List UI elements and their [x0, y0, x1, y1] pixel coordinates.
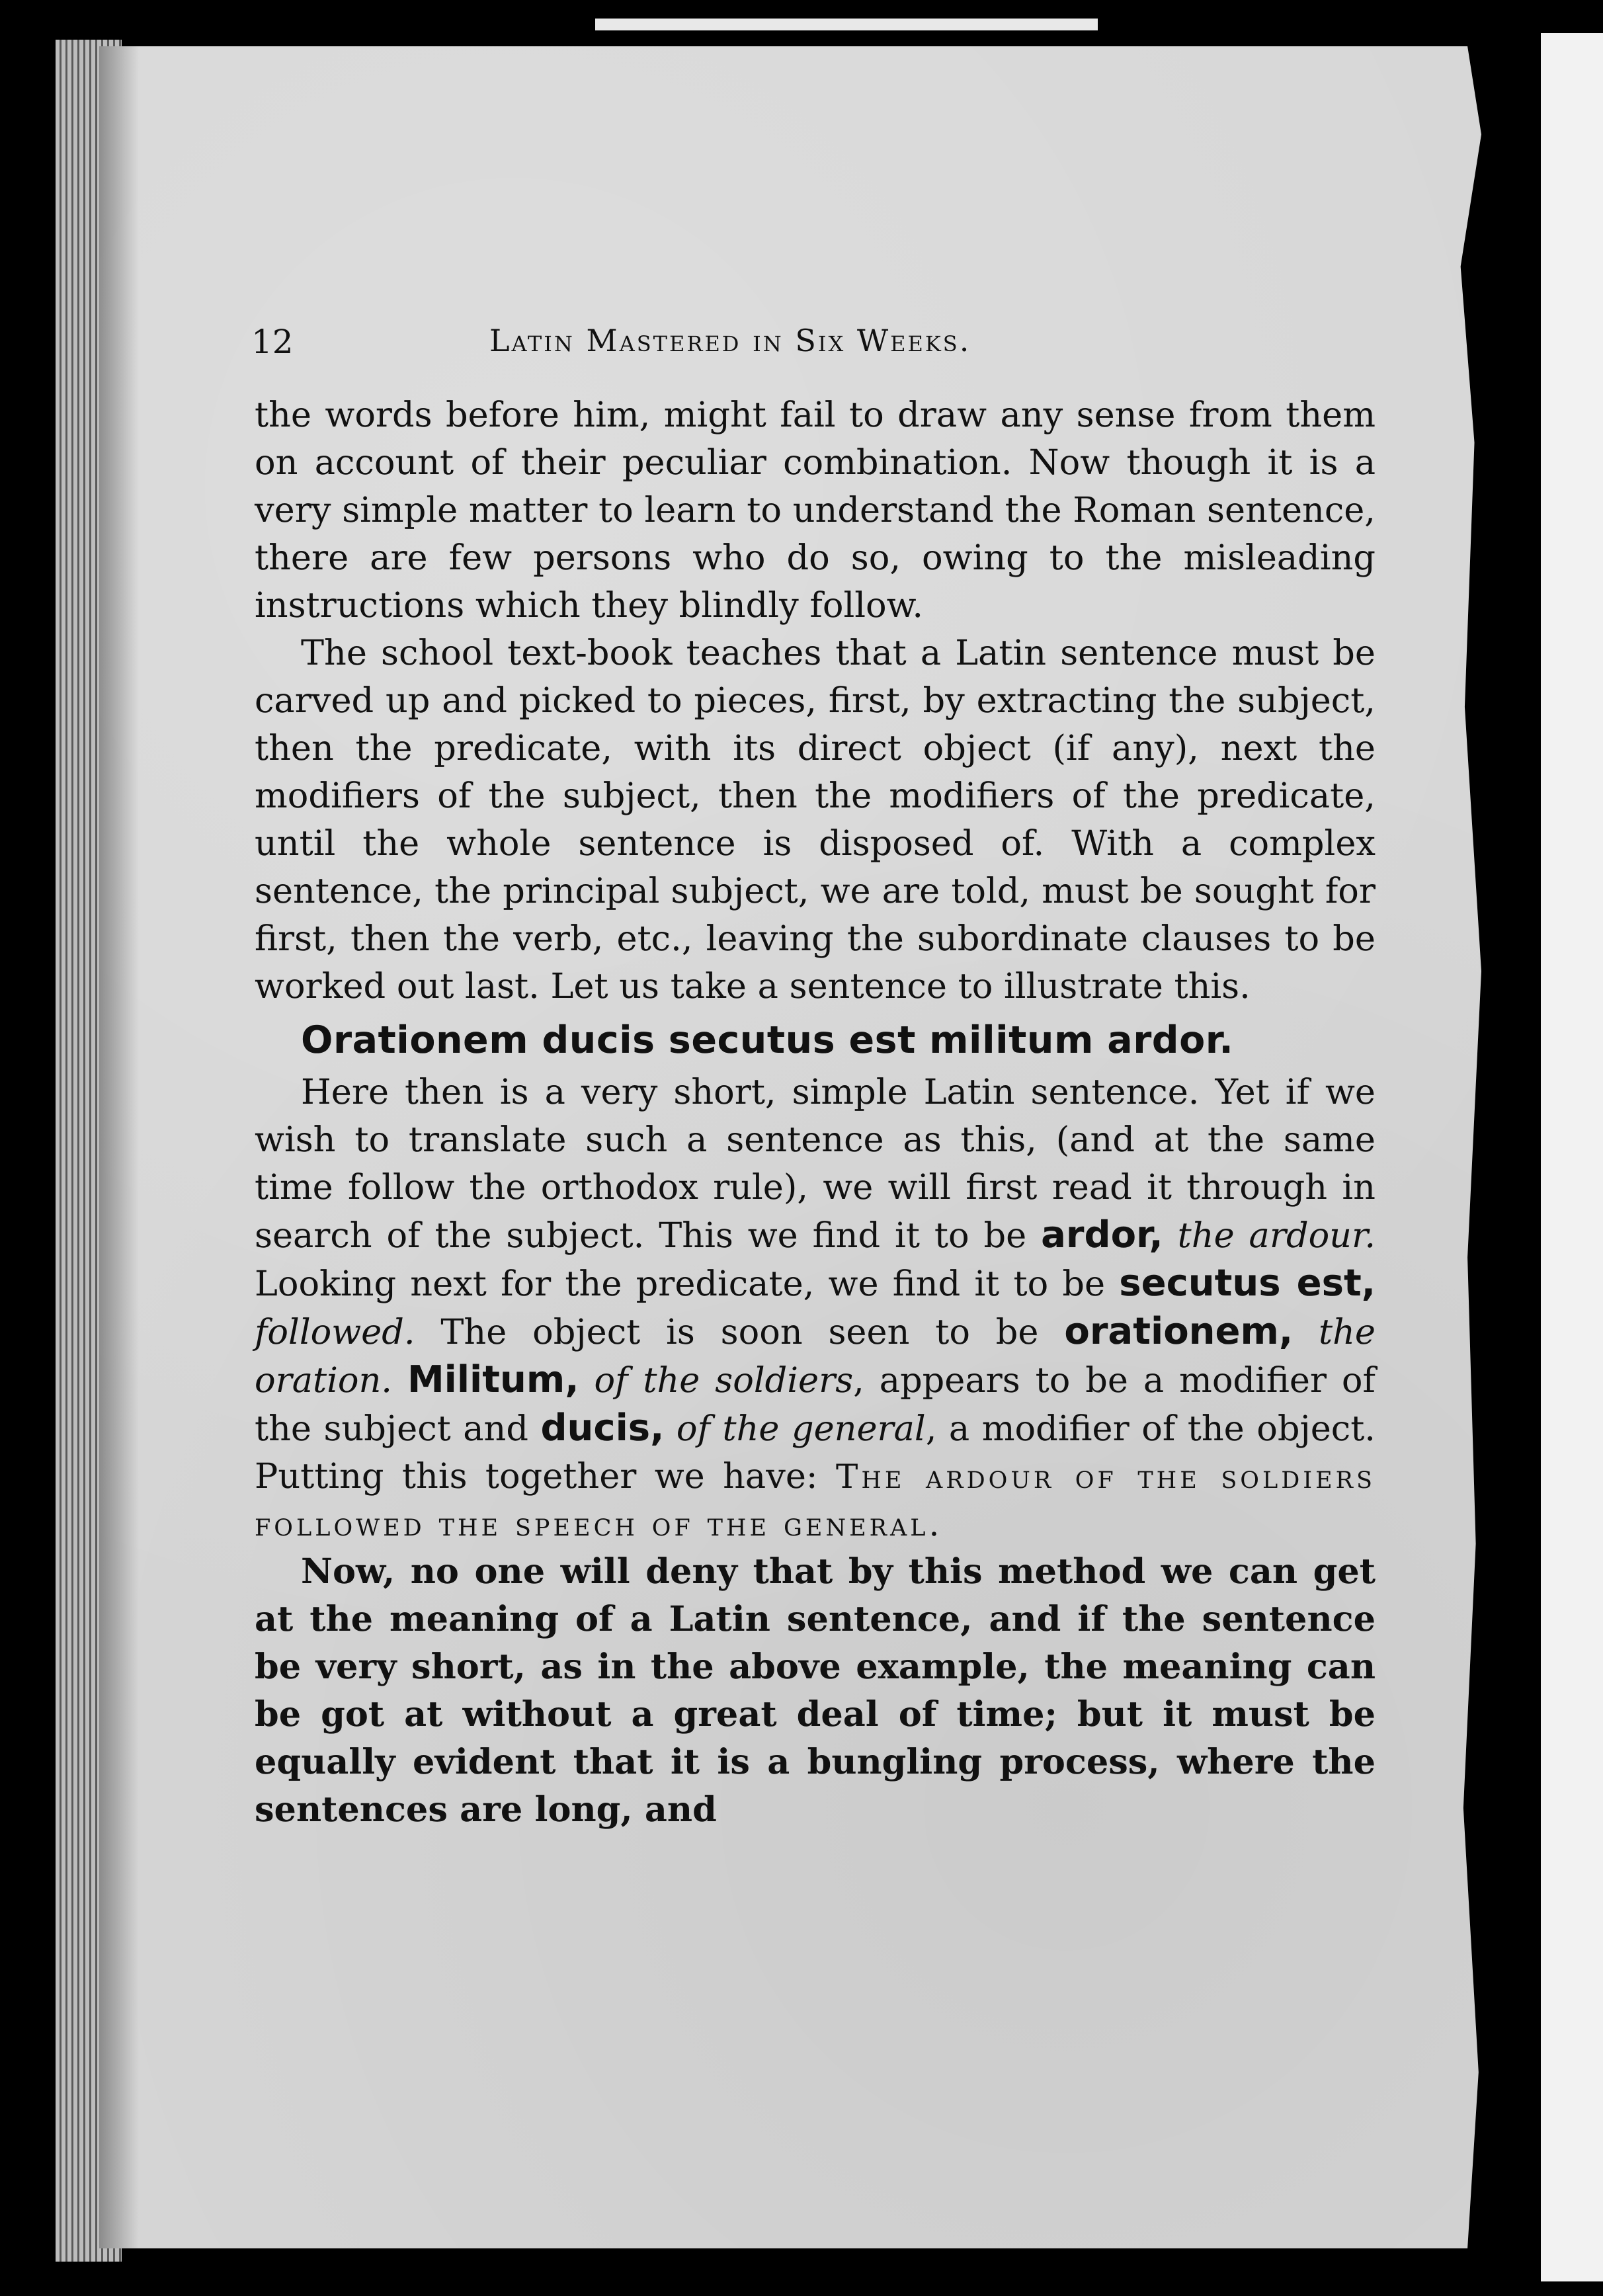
page-body [255, 391, 1376, 1834]
latin-word-secutus-est: secutus est, [1119, 1262, 1376, 1305]
running-title: Latin Mastered in Six Weeks. [489, 323, 971, 358]
running-head [251, 323, 1376, 376]
text-run: The object is soon seen to be [415, 1312, 1065, 1352]
paragraph-conclusion: Now, no one will deny that by this method we can get at the meaning of a Latin sentence, and if the sentence be very short, as in the above example, the meaning can be got at without a great deal of time; but it must be equally evident that it is a bungling process, where the sentences are long, and [255, 1551, 1376, 1830]
text-run: Here then is a very short, simple Latin sentence. Yet if we wish to translate such a sentence as this, (and at the same time follow the orthodox rule), we will first read it through in search of the subject. This we find it to be [255, 1072, 1376, 1256]
latin-word-ardor: ardor, [1041, 1213, 1163, 1256]
scanner-backing-card [1541, 33, 1603, 2281]
gloss-ardor: the ardour. [1177, 1215, 1376, 1256]
page-number: 12 [251, 323, 294, 361]
gloss-ducis: of the general [676, 1409, 926, 1449]
gloss-militum: of the soldiers [594, 1360, 854, 1401]
gloss-orationem: the oration. [255, 1312, 1376, 1401]
latin-word-militum: Militum, [407, 1358, 579, 1401]
scanner-top-strip [595, 19, 1098, 30]
text-run: , appears to be a modifier of the subject and [255, 1360, 1376, 1449]
gloss-secutus-est: followed. [255, 1312, 415, 1352]
latin-word-ducis: ducis, [540, 1407, 665, 1450]
text-run: , a modifier of the object. Putting this together we have: [255, 1409, 1376, 1496]
example-sentence: Orationem ducis secutus est militum ardor. [301, 1018, 1234, 1062]
latin-word-orationem: orationem, [1064, 1310, 1294, 1353]
paragraph-translation-walkthrough [255, 1069, 1376, 1548]
page-gutter-shadow [99, 46, 139, 2248]
english-translation: The ardour of the soldiers followed the speech of the general. [255, 1457, 1376, 1543]
paragraph-continued: the words before him, might fail to draw any sense from them on account of their peculiar combination. Now though it is a very simple matter to learn to understand the Roman sentence, there are few persons who do so, owing to the misleading instructions which they blindly follow. [255, 395, 1376, 626]
text-run: Looking next for the predicate, we find it to be [255, 1264, 1120, 1304]
paragraph-school-method: The school text-book teaches that a Latin sentence must be carved up and picked to pieces, first, by extracting the subject, then the predicate, with its direct object (if any), next the modifiers of the subject, then the modifiers of the predicate, until the whole sentence is disposed of. With a complex sentence, the principal subject, we are told, must be sought for first, then the verb, etc., leaving the subordinate clauses to be worked out last. Let us take a sentence to illustrate this. [255, 633, 1376, 1006]
